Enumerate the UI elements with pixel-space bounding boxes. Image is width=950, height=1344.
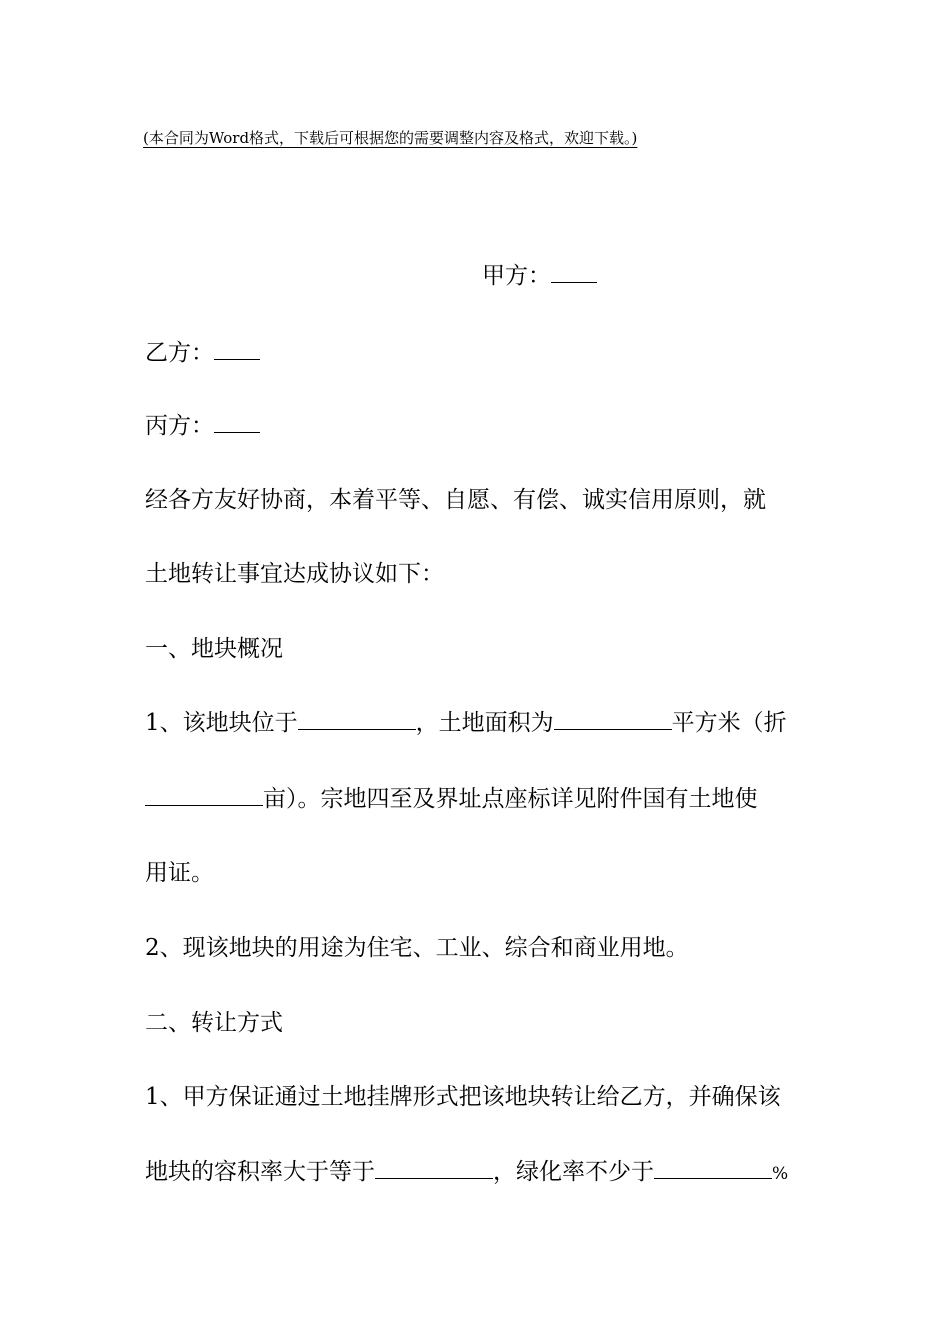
- party-a-line: [482, 260, 950, 292]
- party-c-blank: [214, 431, 260, 433]
- party-c-label: 丙方：: [145, 413, 214, 439]
- section-2-heading: 二、转让方式: [145, 1010, 283, 1036]
- item-1-mu-text: 亩）。宗地四至及界址点座标详见附件国有土地使: [263, 786, 758, 812]
- section-1-item-2: 2、现该地块的用途为住宅、工业、综合和商业用地。: [145, 935, 689, 961]
- section-1-item-1-line-1: [145, 707, 810, 739]
- area-blank: [554, 728, 672, 730]
- section-1-heading: 一、地块概况: [145, 636, 283, 662]
- plot-ratio-label: 地块的容积率大于等于: [145, 1159, 375, 1185]
- item-1-location-label: 1、该地块位于: [145, 710, 298, 736]
- item-1-unit-label: 平方米（折: [671, 710, 787, 736]
- intro-line-1: 经各方友好协商，本着平等、自愿、有偿、诚实信用原则，就: [145, 487, 766, 513]
- party-c-line: [145, 410, 810, 442]
- download-notice: (本合同为Word格式，下载后可根据您的需要调整内容及格式，欢迎下载。): [143, 129, 638, 147]
- percent-sign: %: [772, 1164, 789, 1184]
- green-ratio-blank: [654, 1177, 772, 1179]
- item-1-area-label: ，土地面积为: [415, 710, 554, 736]
- section-2-item-1-line-2: [145, 1156, 810, 1190]
- party-b-blank: [214, 358, 260, 360]
- party-a-label: 甲方：: [482, 263, 551, 289]
- intro-line-2: 土地转让事宜达成协议如下：: [145, 561, 444, 587]
- mu-blank: [145, 804, 263, 806]
- location-blank: [298, 728, 416, 730]
- party-a-blank: [551, 281, 597, 283]
- party-b-label: 乙方：: [145, 340, 214, 366]
- section-2-item-1-line-1: 1、甲方保证通过土地挂牌形式把该地块转让给乙方，并确保该: [145, 1084, 781, 1110]
- section-1-item-1-line-3: 用证。: [145, 860, 214, 886]
- party-b-line: [145, 337, 810, 369]
- green-ratio-label: ，绿化率不少于: [493, 1159, 654, 1185]
- section-1-item-1-line-2: [145, 783, 810, 815]
- plot-ratio-blank: [375, 1177, 493, 1179]
